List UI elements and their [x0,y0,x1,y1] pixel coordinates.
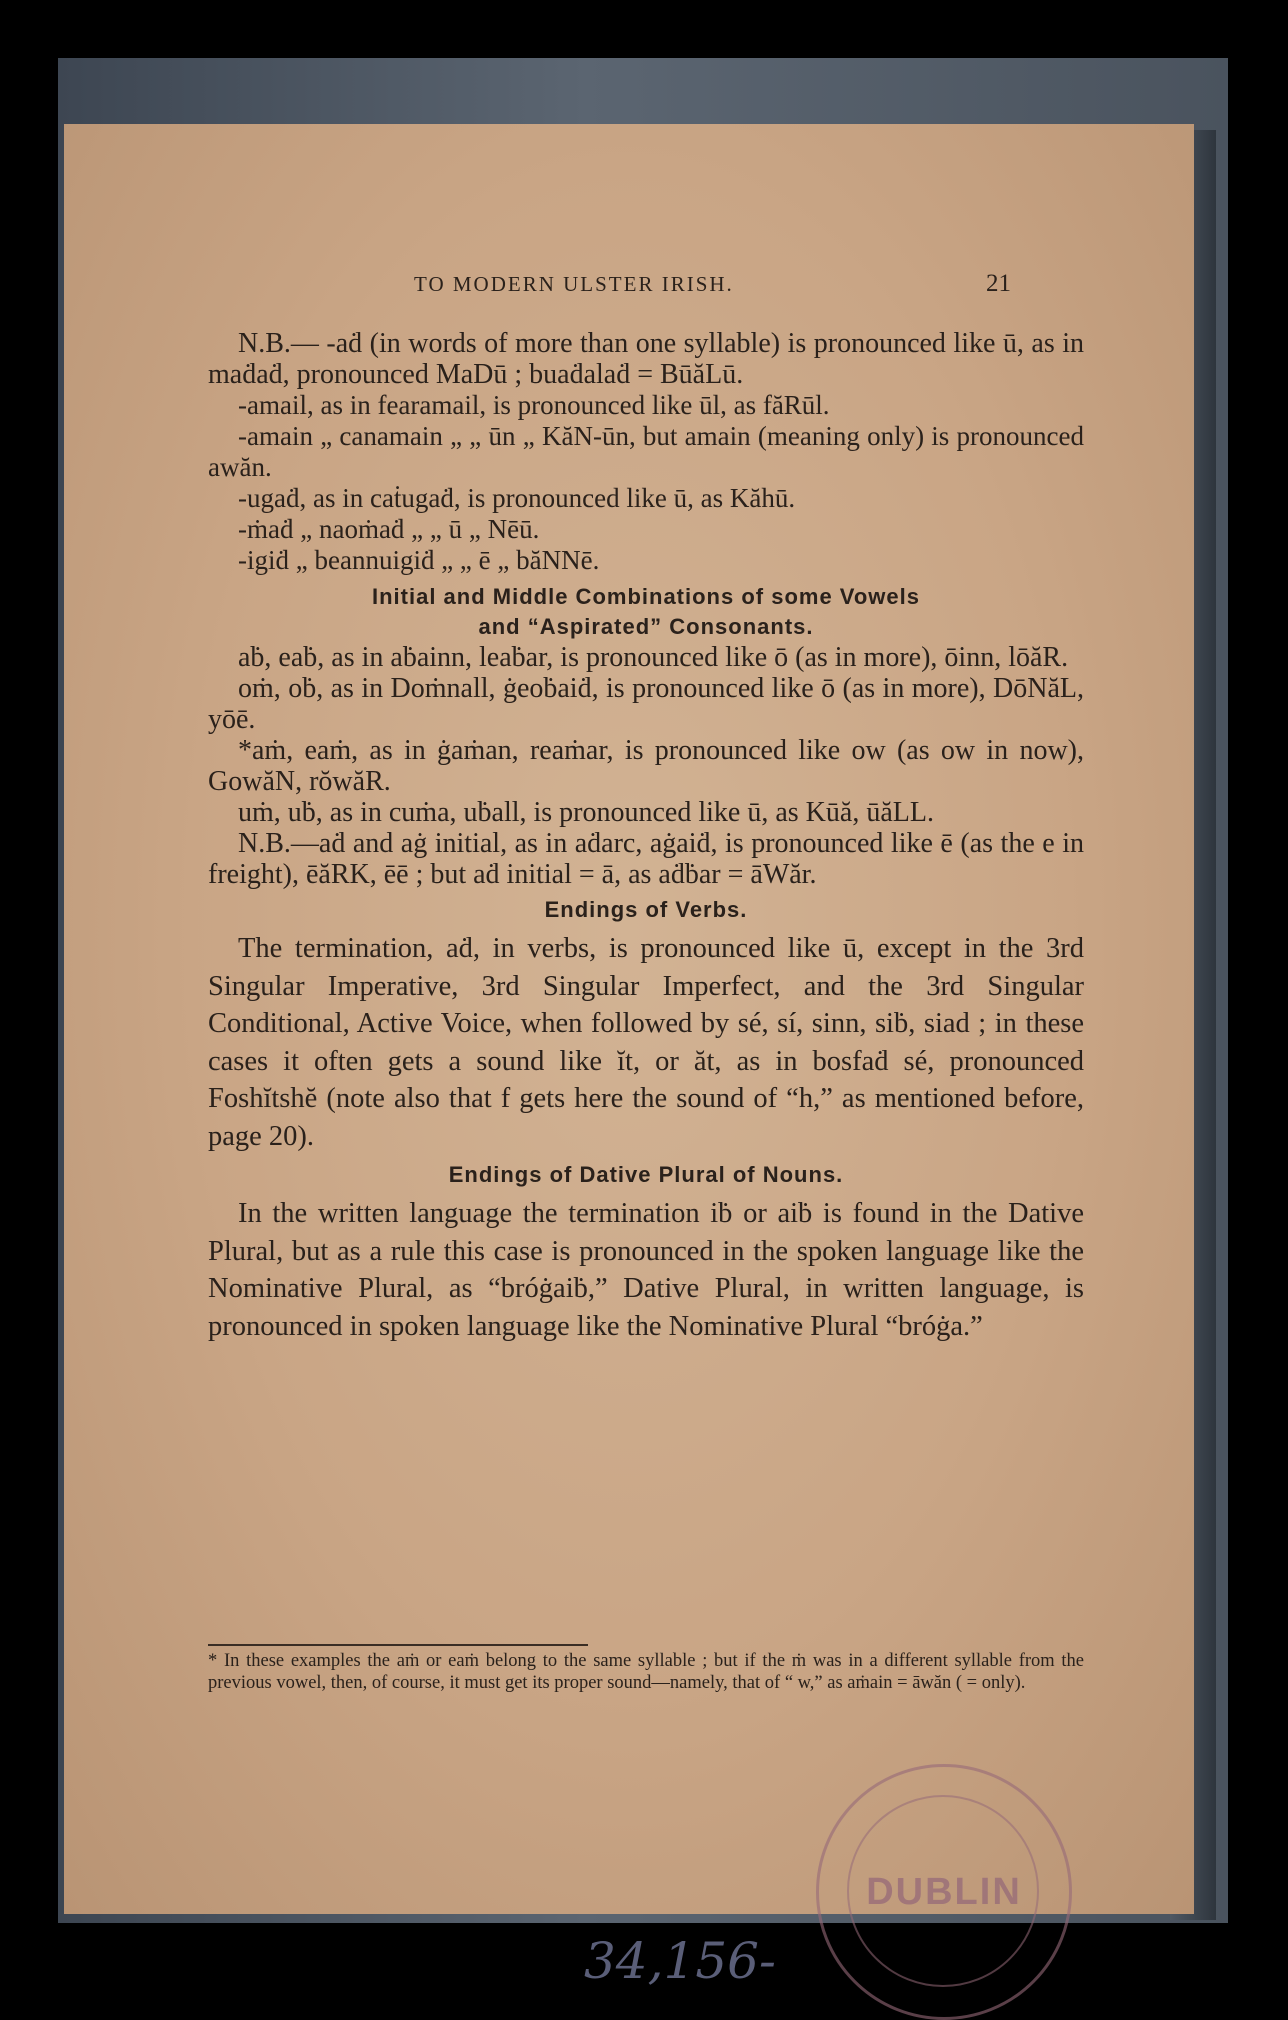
combination-paragraph-2: oṁ, oḃ, as in Doṁnall, ġeoḃaiḋ, is pronounced like ō (as in more), DōNăL, yōē. [208,673,1084,735]
intro-note-3: -amain „ canamain „ „ ūn „ KăN-ūn, but amain (meaning only) is pronounced awăn. [208,421,1084,482]
book-page [64,124,1194,1990]
combination-paragraph-4: uṁ, uḃ, as in cuṁa, uḃall, is pronounced like ū, as Kūă, ūăLL. [238,797,934,828]
heading-line-2: and “Aspirated” Consonants. [478,614,814,639]
footnote: * In these examples the aṁ or eaṁ belong to the same syllable ; but if the ṁ was in a different syllable from the previous vowel, then, of course, it must get its proper sound—namely, that of “ w,” as aṁain = āwăn ( = only). [208,1651,1084,1693]
combination-paragraph-3: *aṁ, eaṁ, as in ġaṁan, reaṁar, is pronounced like ow (as ow in now), GowăN, rŏwăR. [208,735,1084,797]
intro-note-6: -igiḋ „ beannuigiḋ „ „ ē „ băNNē. [238,545,600,575]
intro-note-2: -amail, as in fearamail, is pronounced like ūl, as făRūl. [238,390,830,420]
footnote-rule [208,1644,588,1646]
intro-note-1: N.B.— -aḋ (in words of more than one syllable) is pronounced like ū, as in maḋaḋ, pronounced MaDū ; buaḋalaḋ = BūăLū. [208,328,1084,390]
running-head: TO MODERN ULSTER IRISH. [414,272,734,296]
intro-note-5: -ṁaḋ „ naoṁaḋ „ „ ū „ Nēū. [238,514,540,544]
page-number: 21 [986,270,1011,297]
stamp-text: DUBLIN [866,1871,1022,1913]
combination-paragraph-1: aḃ, eaḃ, as in aḃainn, leaḃar, is pronounced like ō (as in more), ōinn, lōăR. [238,642,1069,673]
dative-paragraph: In the written language the termination iḃ or aiḃ is found in the Dative Plural, but as a rule this case is pronounced in the spoken language like the Nominative Plural, as “bróġaiḃ,” Dative Plural, in written language, is pronounced in spoken language like the Nominative Plural “bróġa.” [208,1198,1084,1342]
heading-line-1: Initial and Middle Combinations of some Vowels [372,584,920,609]
section-heading-dative-plural: Endings of Dative Plural of Nouns. [448,1162,844,1187]
pencil-annotation: 34,156- [584,1932,776,1990]
intro-note-4: -ugaḋ, as in caṫugaḋ, is pronounced like ū, as Kăhū. [238,483,796,513]
combination-paragraph-5: N.B.—aḋ and aġ initial, as in aḋarc, aġaiḋ, is pronounced like ē (as the e in freight), ēăRK, ēē ; but aḋ initial = ā, as aḋḃar = āWăr. [208,828,1084,890]
page-body [208,328,1084,1345]
library-stamp [816,1764,1072,2020]
section-heading-verbs: Endings of Verbs. [544,897,748,922]
section-heading-combinations [208,582,1084,642]
verbs-paragraph: The termination, aḋ, in verbs, is pronounced like ū, except in the 3rd Singular Imperative, 3rd Singular Imperfect, and the 3rd Singular Conditional, Active Voice, when followed by sé, sí, sinn, siḃ, siad ; in these cases it often gets a sound like ĭt, or ăt, as in bosfaḋ sé, pronounced Foshĭtshĕ (note also that f gets here the sound of “h,” as mentioned before, page 20). [208,933,1084,1152]
